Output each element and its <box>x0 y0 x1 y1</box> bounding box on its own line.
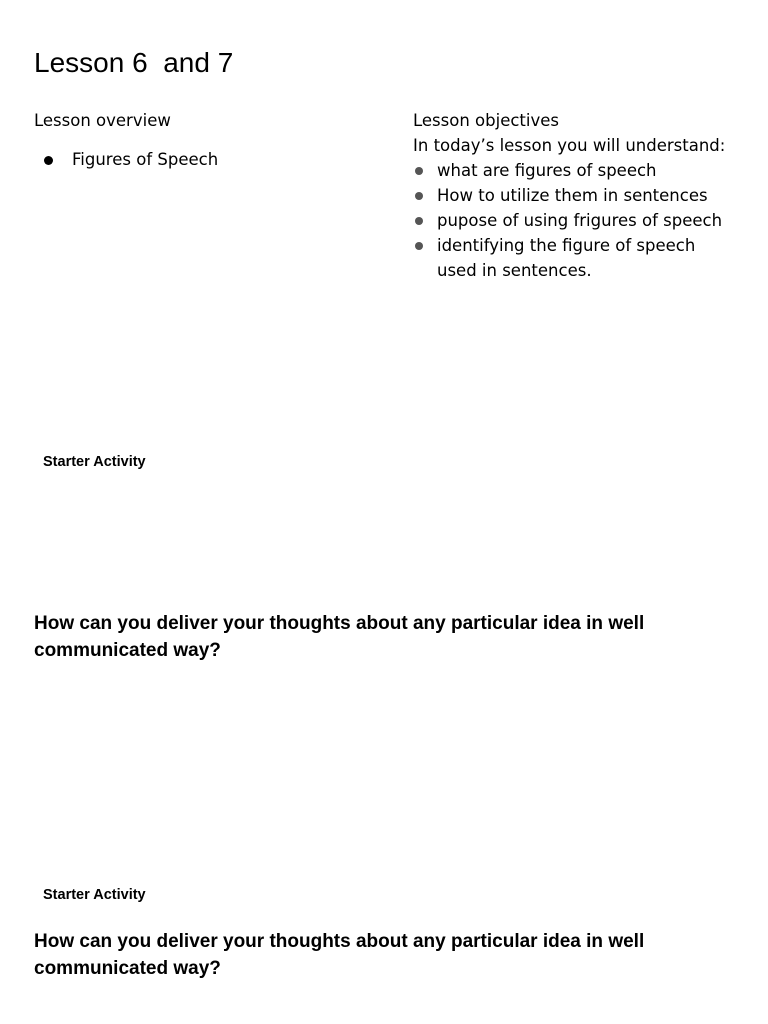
list-item-text: Figures of Speech <box>72 150 219 169</box>
lesson-overview-section <box>34 108 374 172</box>
bullet-icon <box>415 167 423 175</box>
bullet-icon <box>415 217 423 225</box>
lesson-objectives-heading: Lesson objectives <box>413 111 559 130</box>
starter-question: How can you deliver your thoughts about any particular idea in well communicated way? <box>34 931 645 979</box>
list-item-text: How to utilize them in sentences <box>437 186 708 205</box>
list-item-text: identifying the figure of speech used in sentences. <box>437 236 696 280</box>
bullet-icon <box>415 242 423 250</box>
list-item-text: what are figures of speech <box>437 161 657 180</box>
lesson-objectives-intro: In today’s lesson you will understand: <box>413 136 726 155</box>
lesson-objectives-list <box>413 158 733 283</box>
list-item <box>413 183 733 208</box>
lesson-overview-heading: Lesson overview <box>34 111 171 130</box>
starter-activity-label: Starter Activity <box>43 887 146 903</box>
list-item <box>413 233 733 283</box>
list-item-text: pupose of using frigures of speech <box>437 211 723 230</box>
list-item <box>413 208 733 233</box>
page-title: Lesson 6 and 7 <box>34 47 234 78</box>
lesson-overview-list <box>34 147 374 172</box>
starter-activity-label: Starter Activity <box>43 454 146 470</box>
list-item <box>413 158 733 183</box>
bullet-icon <box>44 156 53 165</box>
list-item <box>34 147 374 172</box>
bullet-icon <box>415 192 423 200</box>
starter-question: How can you deliver your thoughts about any particular idea in well communicated way? <box>34 613 645 661</box>
lesson-objectives-section <box>413 108 733 283</box>
